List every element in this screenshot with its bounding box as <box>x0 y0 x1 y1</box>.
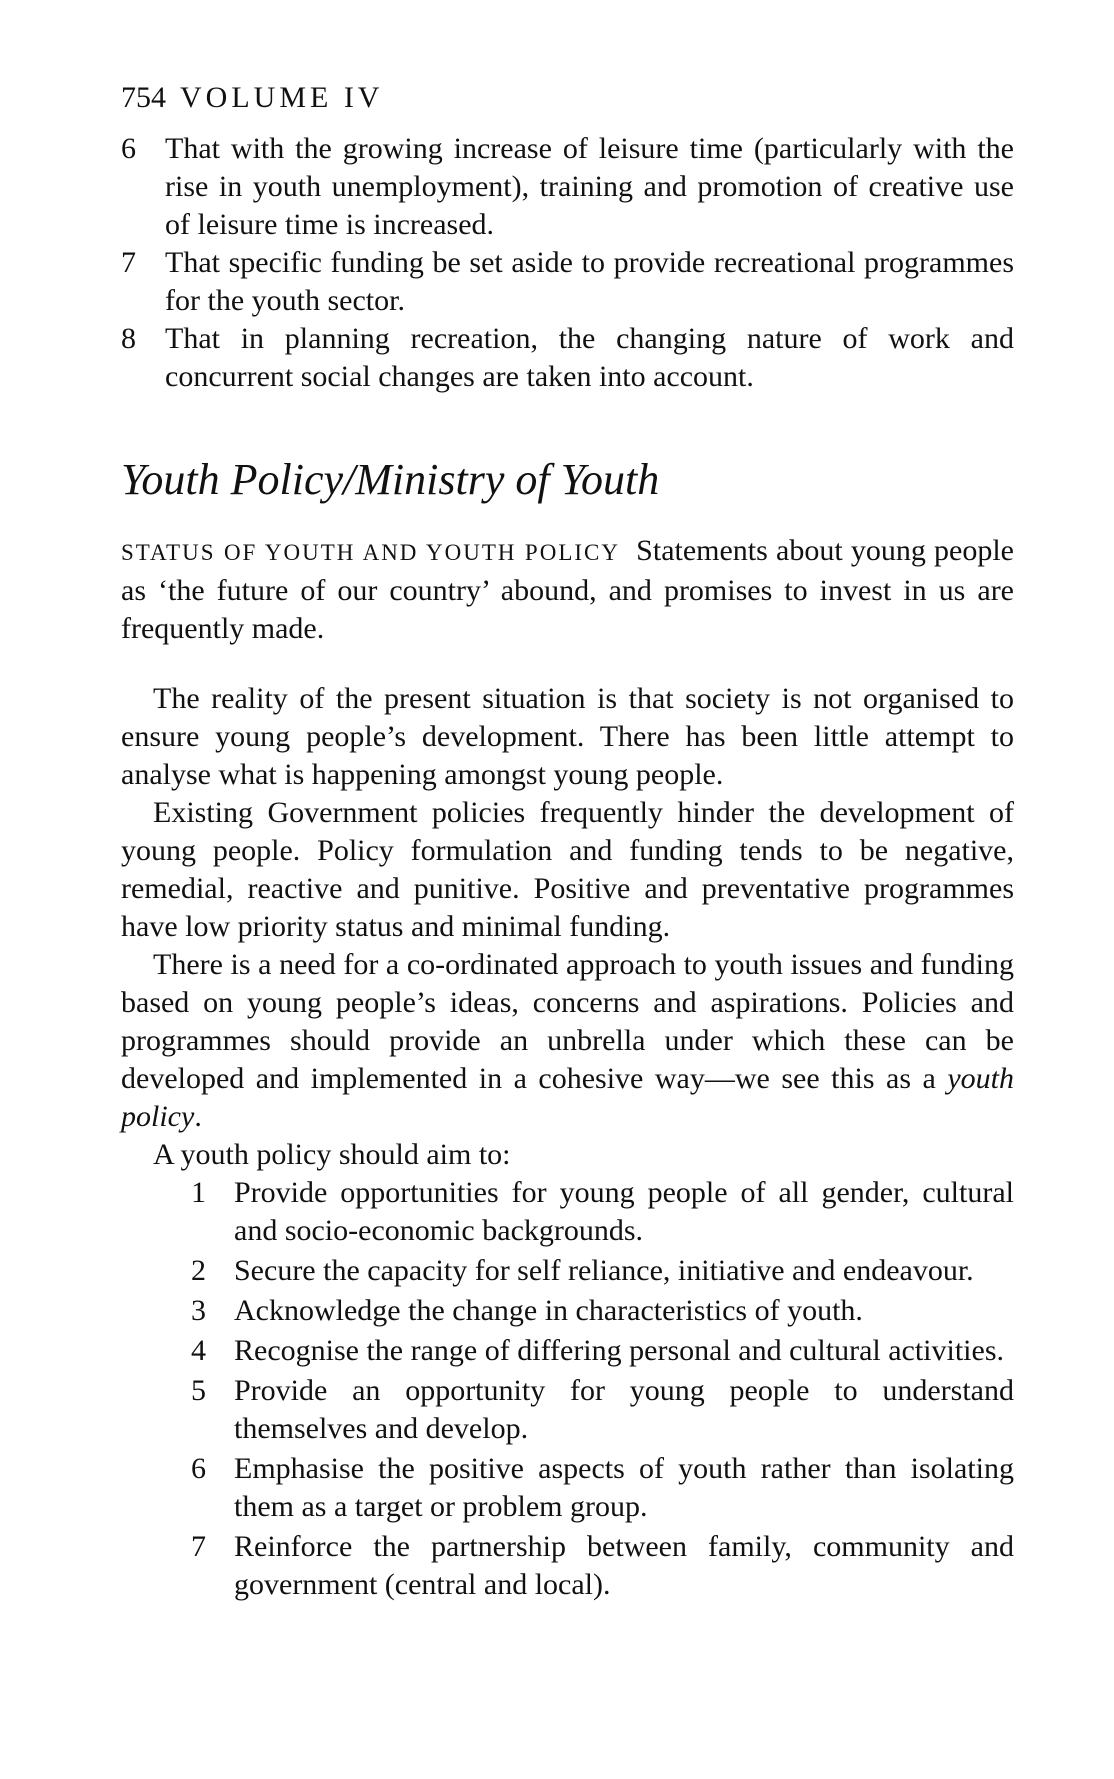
list-item <box>121 1450 1014 1526</box>
paragraph-1: The reality of the present situation is that society is not organised to ensure young people’s development. There has been little attempt to analyse what is happening amongst young people. <box>121 682 1014 791</box>
item-text: That with the growing increase of leisure time (particularly with the rise in youth unemployment), training and promotion of creative use of leisure time is increased. <box>165 132 1014 241</box>
recommendations-list <box>121 130 1014 396</box>
section-title: Youth Policy/Ministry of Youth <box>121 455 660 504</box>
list-item <box>121 1252 1014 1290</box>
item-number: 1 <box>191 1176 206 1209</box>
item-text: Emphasise the positive aspects of youth rather than isolating them as a target or problem group. <box>234 1452 1014 1523</box>
list-item <box>121 130 1014 244</box>
item-number: 8 <box>121 322 136 355</box>
paragraph-3 <box>121 946 1014 1136</box>
paragraph-3-text: There is a need for a co-ordinated approach to youth issues and funding based on young people’s ideas, concerns and aspirations. Policies and programmes should provide an unbrella under which these can be developed and implemented in a cohesive way—we see this as a <box>121 948 1014 1095</box>
list-item <box>121 1528 1014 1604</box>
volume-label: VOLUME IV <box>180 81 384 114</box>
list-item <box>121 1332 1014 1370</box>
list-item <box>121 244 1014 320</box>
paragraph-2: Existing Government policies frequently hinder the development of young people. Policy formulation and funding tends to be negative, remedial, reactive and punitive. Positive and preventative programmes have low priority status and minimal funding. <box>121 796 1014 943</box>
page-number: 754 <box>121 81 166 114</box>
item-text: That specific funding be set aside to provide recreational programmes for the youth sector. <box>165 246 1014 317</box>
item-text: Provide opportunities for young people of all gender, cultural and socio-economic backgrounds. <box>234 1176 1014 1247</box>
item-text: Provide an opportunity for young people to understand themselves and develop. <box>234 1374 1014 1445</box>
item-number: 5 <box>191 1374 206 1407</box>
item-text: Acknowledge the change in characteristics of youth. <box>234 1294 863 1327</box>
item-number: 7 <box>191 1530 206 1563</box>
item-number: 4 <box>191 1334 206 1367</box>
item-text: Secure the capacity for self reliance, initiative and endeavour. <box>234 1254 974 1287</box>
list-item <box>121 320 1014 396</box>
list-item <box>121 1372 1014 1448</box>
subheading: STATUS OF YOUTH AND YOUTH POLICY <box>121 540 620 565</box>
item-text: Recognise the range of differing personal and cultural activities. <box>234 1334 1005 1367</box>
running-head <box>121 80 1014 116</box>
item-text: Reinforce the partnership between family, community and government (central and local). <box>234 1530 1014 1601</box>
item-number: 7 <box>121 246 136 279</box>
paragraph-3-emphasis: youth policy <box>121 1062 1014 1133</box>
aims-intro: A youth policy should aim to: <box>153 1138 511 1171</box>
section-intro <box>121 532 1014 648</box>
list-item <box>121 1292 1014 1330</box>
aims-list <box>121 1174 1014 1604</box>
item-number: 3 <box>191 1294 206 1327</box>
list-item <box>121 1174 1014 1250</box>
item-number: 2 <box>191 1254 206 1287</box>
intro-text: Statements about young people as ‘the future of our country’ abound, and promises to invest in us are frequently made. <box>121 534 1014 645</box>
item-number: 6 <box>191 1452 206 1485</box>
item-text: That in planning recreation, the changing nature of work and concurrent social changes are taken into account. <box>165 322 1014 393</box>
item-number: 6 <box>121 132 136 165</box>
paragraph-3-end: . <box>194 1100 202 1133</box>
